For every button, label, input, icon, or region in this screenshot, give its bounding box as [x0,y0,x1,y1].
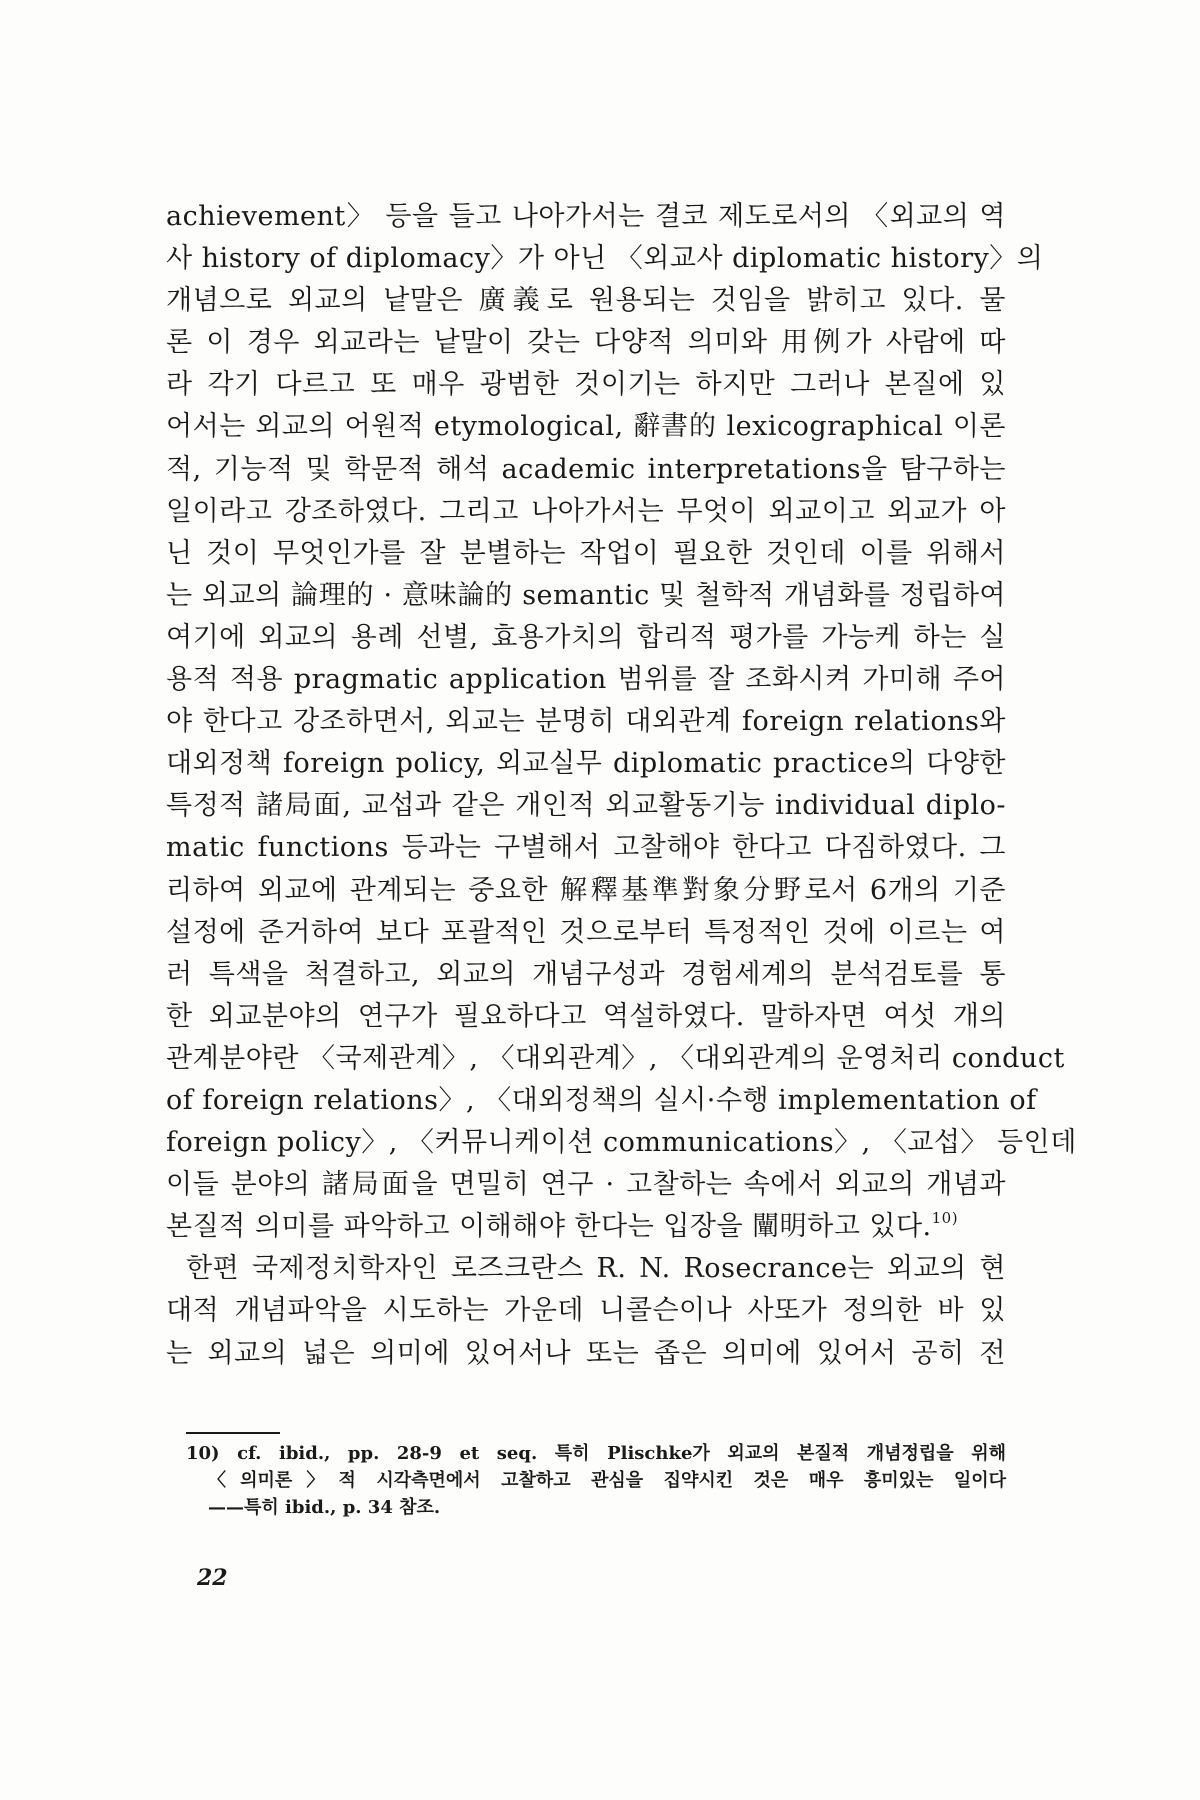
body-line: 대적 개념파악을 시도하는 가운데 니콜슨이나 사또가 정의한 바 있 [166,1295,1006,1327]
footnote [186,1440,1006,1521]
body-line: 여기에 외교의 용례 선별, 효용가치의 합리적 평가를 가능케 하는 실 [166,621,1006,653]
body-line: 한편 국제정치학자인 로즈크란스 R. N. Rosecrance는 외교의 현 [186,1253,1006,1285]
body-line: 개념으로 외교의 낱말은 廣義로 원용되는 것임을 밝히고 있다. 물 [166,285,1006,317]
body-text [166,196,1077,1375]
body-line: 는 외교의 論理的 · 意味論的 semantic 및 철학적 개념화를 정립하여 [166,579,1006,611]
footnote-line: 10) cf. ibid., pp. 28-9 et seq. 특히 Plischke가 외교의 본질적 개념정립을 위해 [186,1443,1006,1464]
body-line: 용적 적용 pragmatic application 범위를 잘 조화시켜 가미해 주어 [166,664,1006,696]
body-line: 적, 기능적 및 학문적 해석 academic interpretations을 탐구하는 [166,453,1006,485]
body-line: 설정에 준거하여 보다 포괄적인 것으로부터 특정적인 것에 이르는 여 [166,916,1006,948]
body-line: 라 각기 다르고 또 매우 광범한 것이기는 하지만 그러나 본질에 있 [166,369,1006,401]
body-line: of foreign relations〉, 〈대외정책의 실시·수행 implementation of [166,1084,1037,1116]
footnote-reference: 10) [931,1209,959,1228]
body-line: 러 특색을 척결하고, 외교의 개념구성과 경험세계의 분석검토를 통 [166,958,1006,990]
body-line-text: 본질적 의미를 파악하고 이해해야 한다는 입장을 闡明하고 있다. [166,1211,932,1243]
body-line: 특정적 諸局面, 교섭과 같은 개인적 외교활동기능 individual diplo- [166,790,1006,822]
footnote-line: ——특히 ibid., p. 34 참조. [208,1497,441,1518]
body-line: matic functions 등과는 구별해서 고찰해야 한다고 다짐하였다. 그 [166,832,1006,864]
body-line: achievement〉 등을 들고 나아가서는 결코 제도로서의 〈외교의 역 [166,201,1006,232]
page-number: 22 [197,1565,228,1591]
footnote-divider [186,1432,280,1434]
body-line: 한 외교분야의 연구가 필요하다고 역설하였다. 말하자면 여섯 개의 [166,1000,1006,1032]
body-line: foreign policy〉, 〈커뮤니케이션 communications〉, 〈교섭〉 등인데 [166,1127,1077,1159]
body-line: 사 history of diplomacy〉가 아닌 〈외교사 diplomatic history〉의 [166,243,1044,275]
body-line: 관계분야란 〈국제관계〉, 〈대외관계〉, 〈대외관계의 운영처리 conduct [166,1042,1065,1074]
body-line: 어서는 외교의 어원적 etymological, 辭書的 lexicographical 이론 [166,411,1006,443]
body-line-last [166,1206,1006,1248]
body-line: 론 이 경우 외교라는 낱말이 갖는 다양적 의미와 用例가 사람에 따 [166,327,1006,359]
body-line: 는 외교의 넓은 의미에 있어서나 또는 좁은 의미에 있어서 공히 전 [166,1337,1006,1369]
body-line: 리하여 외교에 관계되는 중요한 解釋基準對象分野로서 6개의 기준 [166,874,1006,906]
body-line: 이들 분야의 諸局面을 면밀히 연구 · 고찰하는 속에서 외교의 개념과 [166,1169,1006,1201]
body-line: 일이라고 강조하였다. 그리고 나아가서는 무엇이 외교이고 외교가 아 [166,495,1006,527]
body-line: 닌 것이 무엇인가를 잘 분별하는 작업이 필요한 것인데 이를 위해서 [166,537,1006,569]
footnote-line: 〈의미론〉적 시각측면에서 고찰하고 관심을 집약시킨 것은 매우 흥미있는 일이다 [208,1470,1006,1491]
body-line: 대외정책 foreign policy, 외교실무 diplomatic practice의 다양한 [166,748,1006,780]
body-line: 야 한다고 강조하면서, 외교는 분명히 대외관계 foreign relations와 [166,706,1006,738]
